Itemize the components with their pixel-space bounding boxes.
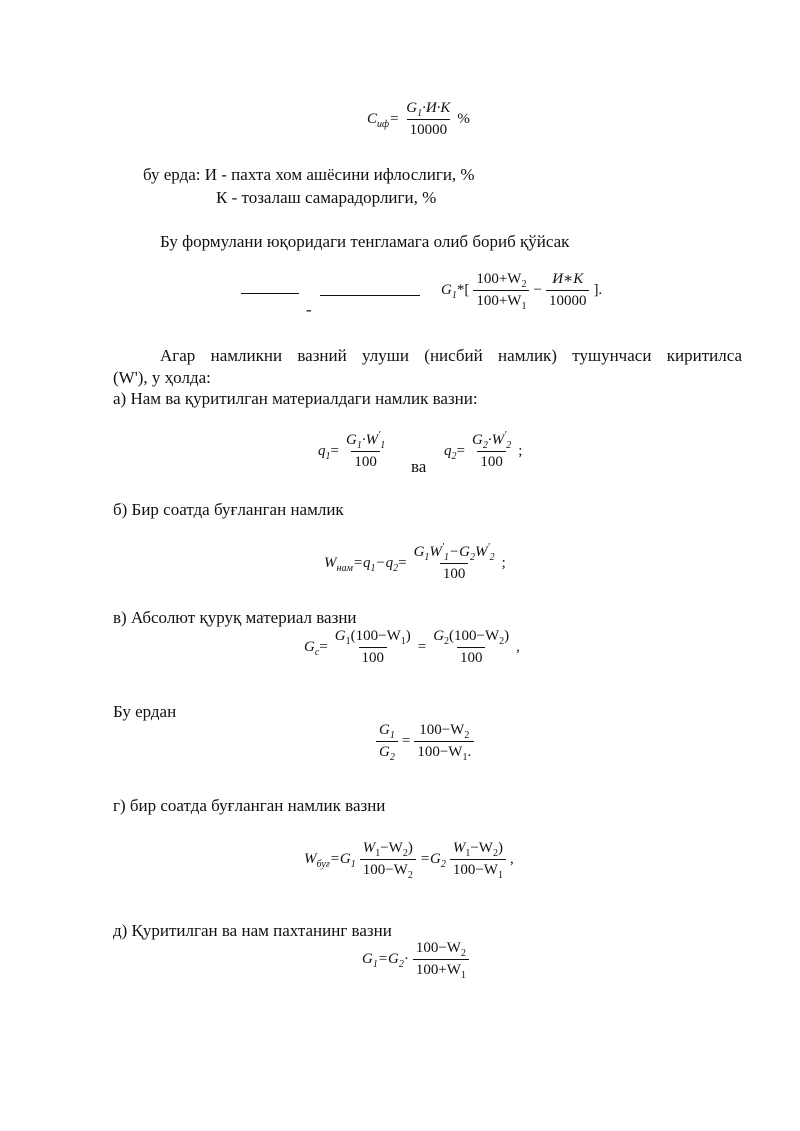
ciff-lhs: $C_{иф}=$ bbox=[367, 111, 400, 130]
item-a: а) Нам ва қуритилган материалдаги намлик вазни: bbox=[113, 389, 478, 408]
item-v: в) Абсолют қуруқ материал вазни bbox=[113, 608, 357, 627]
formula-q bbox=[318, 432, 388, 471]
ratio-left-den: $G_2$ bbox=[376, 741, 398, 761]
formula-ciff bbox=[367, 100, 470, 139]
ciff-fraction bbox=[403, 100, 453, 139]
q1-denominator: 100 bbox=[351, 451, 380, 471]
sub-f1-num: $100+W_2$ bbox=[476, 271, 527, 290]
q1-lhs: $q_1=$ bbox=[318, 443, 339, 462]
sub-dash: - bbox=[306, 300, 312, 319]
blank-line-2 bbox=[320, 295, 420, 296]
gc-lhs: $G_c=$ bbox=[304, 639, 328, 658]
sub-fraction-2 bbox=[546, 271, 590, 310]
sub-close: ]. bbox=[593, 282, 603, 298]
wbug-fraction-1 bbox=[360, 840, 416, 879]
g1-lhs: $G_1=G_2\cdot$ bbox=[362, 951, 409, 970]
formula-g1 bbox=[362, 940, 469, 979]
q2-numerator: $G_2\cdot W'_2$ bbox=[471, 430, 512, 451]
wbug-mid: $=G_2$ bbox=[419, 851, 446, 870]
wbug-f2-den: $100-W_1$ bbox=[450, 859, 506, 879]
sub-f2-num: И∗К bbox=[552, 271, 584, 287]
wbug-end: , bbox=[509, 851, 514, 867]
ratio-right-num: $100-W_2$ bbox=[419, 722, 470, 741]
gc-end: , bbox=[516, 639, 520, 655]
sub-g: $G_1*$[ bbox=[441, 282, 470, 301]
blank-line-1 bbox=[241, 293, 299, 294]
formula-gc bbox=[304, 628, 520, 667]
gc-f2-denominator: 100 bbox=[457, 647, 486, 667]
wnam-end: ; bbox=[501, 555, 506, 571]
gc-f2-numerator: $G_2(100-W_2)$ bbox=[433, 628, 510, 647]
gc-fraction-1 bbox=[332, 628, 414, 667]
gc-eq: = bbox=[417, 639, 427, 655]
substitute-text: Бу формулани юқоридаги тенгламага олиб бориб қўйсак bbox=[160, 232, 570, 251]
item-g: г) бир соатда буғланган намлик вазни bbox=[113, 796, 386, 815]
q2-lhs: $q_2=$ bbox=[444, 443, 465, 462]
sub-f1-den: $100+W_1$ bbox=[473, 290, 529, 310]
gc-fraction-2 bbox=[430, 628, 512, 667]
gc-f1-denominator: 100 bbox=[359, 647, 388, 667]
intro-paragraph-line-2: (W'), у ҳолда: bbox=[113, 368, 211, 387]
wbug-fraction-2 bbox=[450, 840, 506, 879]
wnam-lhs: $W_{нам}=q_1-q_2=$ bbox=[324, 555, 407, 574]
q-end: ; bbox=[518, 443, 523, 459]
ratio-right-den: $100-W_1$. bbox=[414, 741, 474, 761]
q1-fraction bbox=[343, 432, 388, 471]
g1-fraction bbox=[413, 940, 469, 979]
sub-minus: − bbox=[533, 282, 542, 298]
sub-fraction-1 bbox=[473, 271, 529, 310]
q2-fraction bbox=[469, 432, 514, 471]
where-line-1: бу ерда: И - пахта хом ашёсини ифлослиги, % bbox=[143, 165, 475, 184]
conj-va: ва bbox=[411, 457, 427, 476]
wnam-fraction bbox=[411, 544, 498, 583]
wbug-lhs: $W_{буғ}=G_1$ bbox=[304, 851, 356, 870]
g1-numerator: $100-W_2$ bbox=[415, 940, 466, 959]
ratio-left-fraction bbox=[376, 722, 398, 761]
from-here: Бу ердан bbox=[113, 702, 177, 721]
wnam-denominator: 100 bbox=[440, 563, 469, 583]
formula-ratio bbox=[376, 722, 474, 761]
ratio-eq: = bbox=[401, 733, 411, 749]
q2-denominator: 100 bbox=[477, 451, 506, 471]
formula-q2 bbox=[444, 432, 522, 471]
ciff-numerator: $G_1\cdot И\cdot К$ bbox=[406, 100, 451, 119]
wnam-numerator: $G_1W'_1-G_2W'_2$ bbox=[413, 542, 495, 563]
item-b: б) Бир соатда буғланган намлик bbox=[113, 500, 344, 519]
wbug-f1-num: $W_1-W_2$) bbox=[362, 840, 413, 859]
ciff-denominator: 10000 bbox=[407, 119, 451, 139]
item-d: д) Қуритилган ва нам пахтанинг вазни bbox=[113, 921, 392, 940]
formula-wnam bbox=[324, 544, 506, 583]
where-line-2: К - тозалаш самарадорлиги, % bbox=[216, 188, 437, 207]
formula-wbug bbox=[304, 840, 514, 879]
formula-substitution bbox=[441, 271, 602, 310]
ratio-right-fraction bbox=[414, 722, 474, 761]
g1-denominator: $100+W_1$ bbox=[413, 959, 469, 979]
ratio-left-num: $G_1$ bbox=[379, 722, 395, 741]
intro-paragraph-line-1: Агар намликни вазний улуши (нисбий намлик) тушунчаси киритилса bbox=[160, 346, 742, 365]
wbug-f1-den: $100-W_2$ bbox=[360, 859, 416, 879]
sub-f2-den: 10000 bbox=[546, 290, 590, 310]
ciff-unit: % bbox=[457, 111, 470, 127]
gc-f1-numerator: $G_1(100-W_1)$ bbox=[334, 628, 411, 647]
wbug-f2-num: $W_1-W_2$) bbox=[452, 840, 503, 859]
q1-numerator: $G_1\cdot W'_1$ bbox=[345, 430, 386, 451]
